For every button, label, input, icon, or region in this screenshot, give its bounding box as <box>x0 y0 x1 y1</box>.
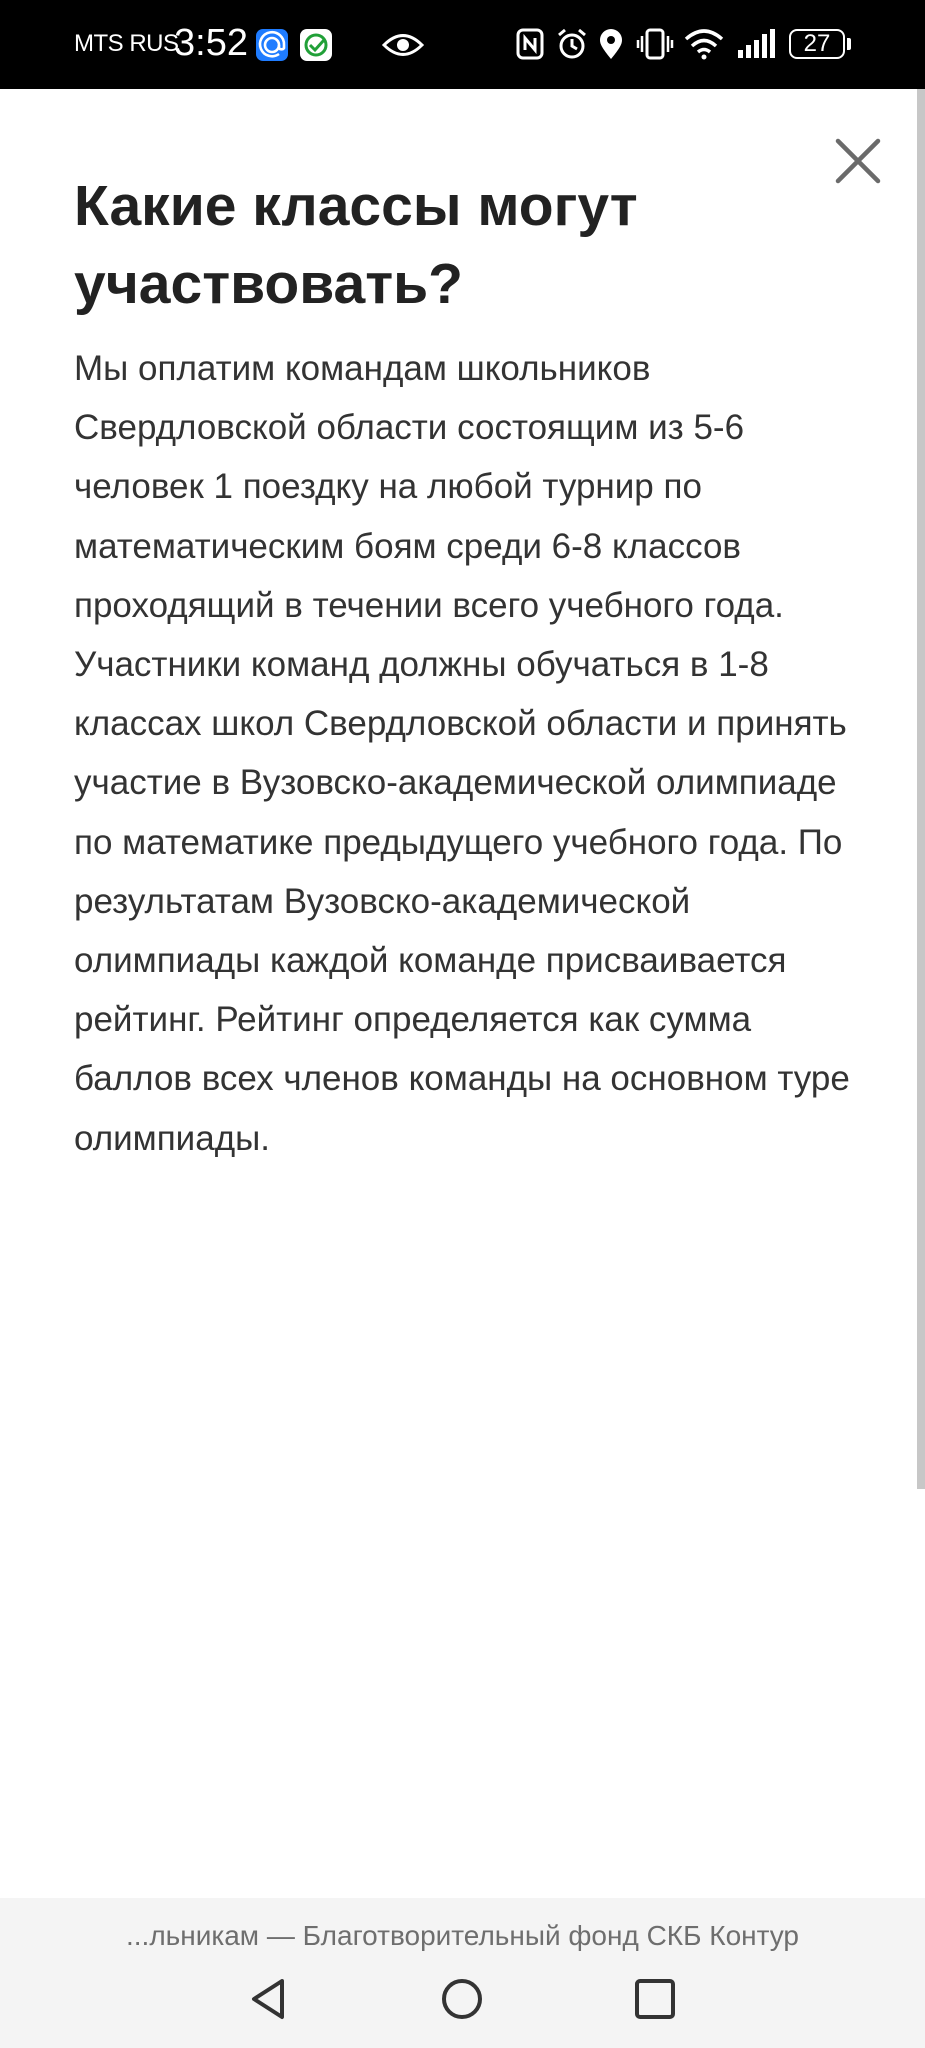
signal-icon <box>736 28 776 65</box>
close-icon <box>830 133 886 189</box>
vibrate-icon <box>636 28 674 65</box>
bottom-bar <box>0 1898 925 2048</box>
recents-icon <box>632 1976 678 2022</box>
sber-app-icon <box>300 29 332 61</box>
clock: 3:52 <box>174 22 248 64</box>
location-icon <box>598 28 624 65</box>
eye-icon <box>382 30 424 65</box>
home-button[interactable] <box>439 1976 485 2027</box>
wifi-icon <box>684 28 724 65</box>
modal-title: Какие классы могут участвовать? <box>74 174 638 316</box>
back-icon <box>246 1976 292 2022</box>
close-button[interactable] <box>830 133 886 189</box>
battery-icon: 27 <box>789 29 845 59</box>
back-button[interactable] <box>246 1976 292 2027</box>
battery-tip <box>847 38 851 50</box>
scrollbar[interactable] <box>917 89 925 1489</box>
page-title-caption: ...льникам — Благотворительный фонд СКБ Контур <box>125 1920 799 1951</box>
home-icon <box>439 1976 485 2022</box>
mail-app-icon <box>256 29 288 61</box>
alarm-icon <box>556 28 588 65</box>
nfc-icon <box>516 28 544 65</box>
recents-button[interactable] <box>632 1976 678 2027</box>
modal-body-text: Мы оплатим командам школьников Свердловской области состоящим из 5-6 человек 1 поездку на любой турнир по математическим боям среди 6-8 классов проходящий в течении всего учебного года. Участники команд должны обучаться в 1-8 классах школ Свердловской области и принять участие в Вузовско-академической олимпиаде по математике предыдущего учебного года. По результатам Вузовско-академической олимпиады каждой команде присваивается рейтинг. Рейтинг определяется как сумма баллов всех членов команды на основном туре олимпиады. <box>74 349 850 1158</box>
info-modal <box>0 89 925 1898</box>
carrier-label: MTS RUS <box>74 30 179 57</box>
status-bar <box>0 0 925 89</box>
